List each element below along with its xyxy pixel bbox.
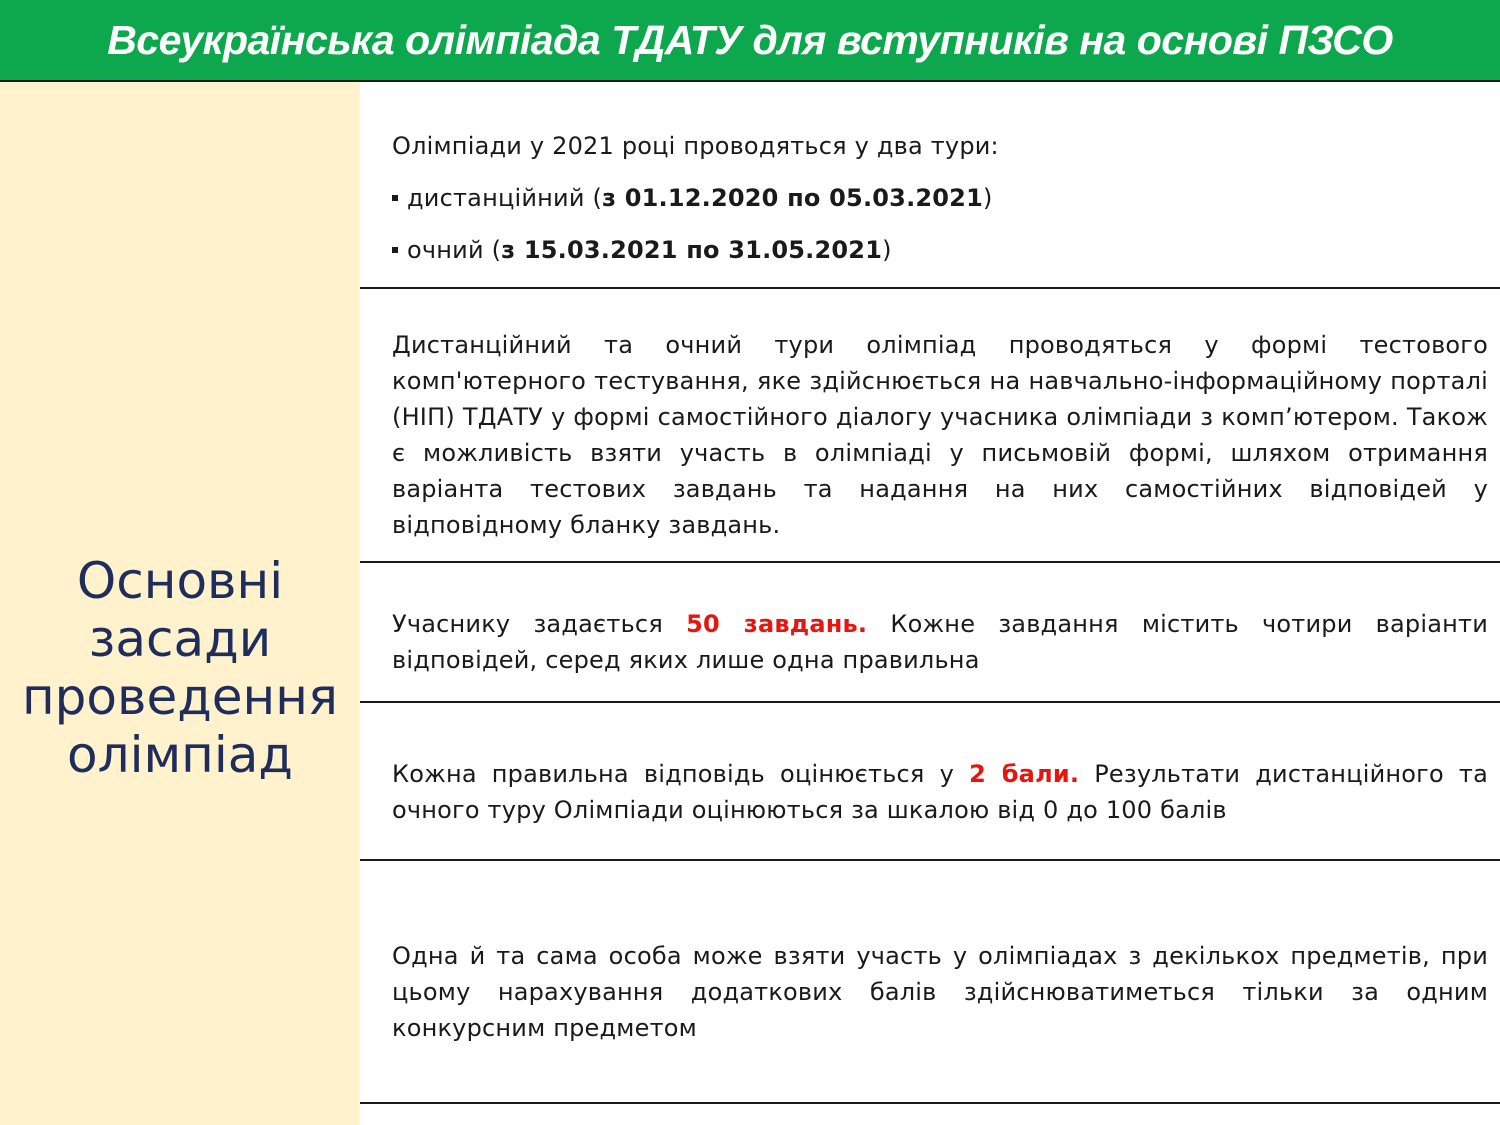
tour-inperson-item — [392, 224, 1488, 276]
section-divider — [360, 859, 1500, 861]
tour-remote-close: ) — [983, 184, 993, 212]
sidebar-title — [0, 552, 360, 784]
section-divider — [360, 287, 1500, 289]
section-divider — [360, 701, 1500, 703]
header-bar — [0, 0, 1500, 82]
scoring-section — [392, 756, 1488, 828]
sidebar-title-line: олімпіад — [67, 726, 293, 784]
bullet-icon — [392, 247, 398, 253]
sidebar-title-line: Основні — [76, 552, 284, 610]
sidebar-panel — [0, 82, 360, 1125]
section-divider — [360, 1102, 1500, 1104]
scoring-text-after: Результати дистанційного та очного туру Олімпіади оцінюються за шкалою від 0 до 100 балів — [392, 760, 1489, 824]
tasks-section — [392, 606, 1488, 678]
format-section — [392, 327, 1488, 543]
sidebar-title-line: проведення — [21, 668, 339, 726]
scoring-text-before: Кожна правильна відповідь оцінюється у — [392, 760, 970, 788]
multiple-text: Одна й та сама особа може взяти участь у олімпіадах з декількох предметів, при цьому нарахування додаткових балів здійснюватиметься тільки за одним конкурсним предметом — [392, 942, 1488, 1042]
section-divider — [360, 561, 1500, 563]
tour-inperson-dates: з 15.03.2021 по 31.05.2021 — [501, 236, 883, 264]
tasks-text — [392, 606, 1488, 678]
tour-inperson-close: ) — [882, 236, 892, 264]
sidebar-title-line: засади — [88, 610, 272, 668]
tasks-text-before: Учаснику задається — [392, 610, 687, 638]
tour-remote-dates: з 01.12.2020 по 05.03.2021 — [602, 184, 983, 212]
tasks-count-highlight: 50 завдань. — [686, 610, 868, 638]
multiple-section — [392, 938, 1488, 1046]
format-text: Дистанційний та очний тури олімпіад проводяться у формі тестового комп'ютерного тестування, яке здійснюється на навчально-інформаційному порталі (НІП) ТДАТУ у формі самостійного діалогу учасника олімпіади з комп’ютером. Також є можливість взяти участь в олімпіаді у письмовій формі, шляхом отримання варіанта тестових завдань та надання на них самостійних відповідей у відповідному бланку завдань. — [392, 331, 1488, 539]
scoring-points-highlight: 2 бали. — [969, 760, 1080, 788]
scoring-text — [392, 756, 1488, 828]
tour-remote-label: дистанційний ( — [407, 184, 603, 212]
page-title: Всеукраїнська олімпіада ТДАТУ для вступників на основі ПЗСО — [107, 17, 1393, 63]
tour-remote-item — [392, 172, 1488, 224]
tours-intro: Олімпіади у 2021 році проводяться у два тури: — [392, 132, 999, 160]
tasks-text-after: Кожне завдання містить чотири варіанти відповідей, серед яких лише одна правильна — [392, 610, 1489, 674]
bullet-icon — [392, 195, 398, 201]
tour-inperson-label: очний ( — [407, 236, 502, 264]
tours-section — [392, 120, 1488, 276]
